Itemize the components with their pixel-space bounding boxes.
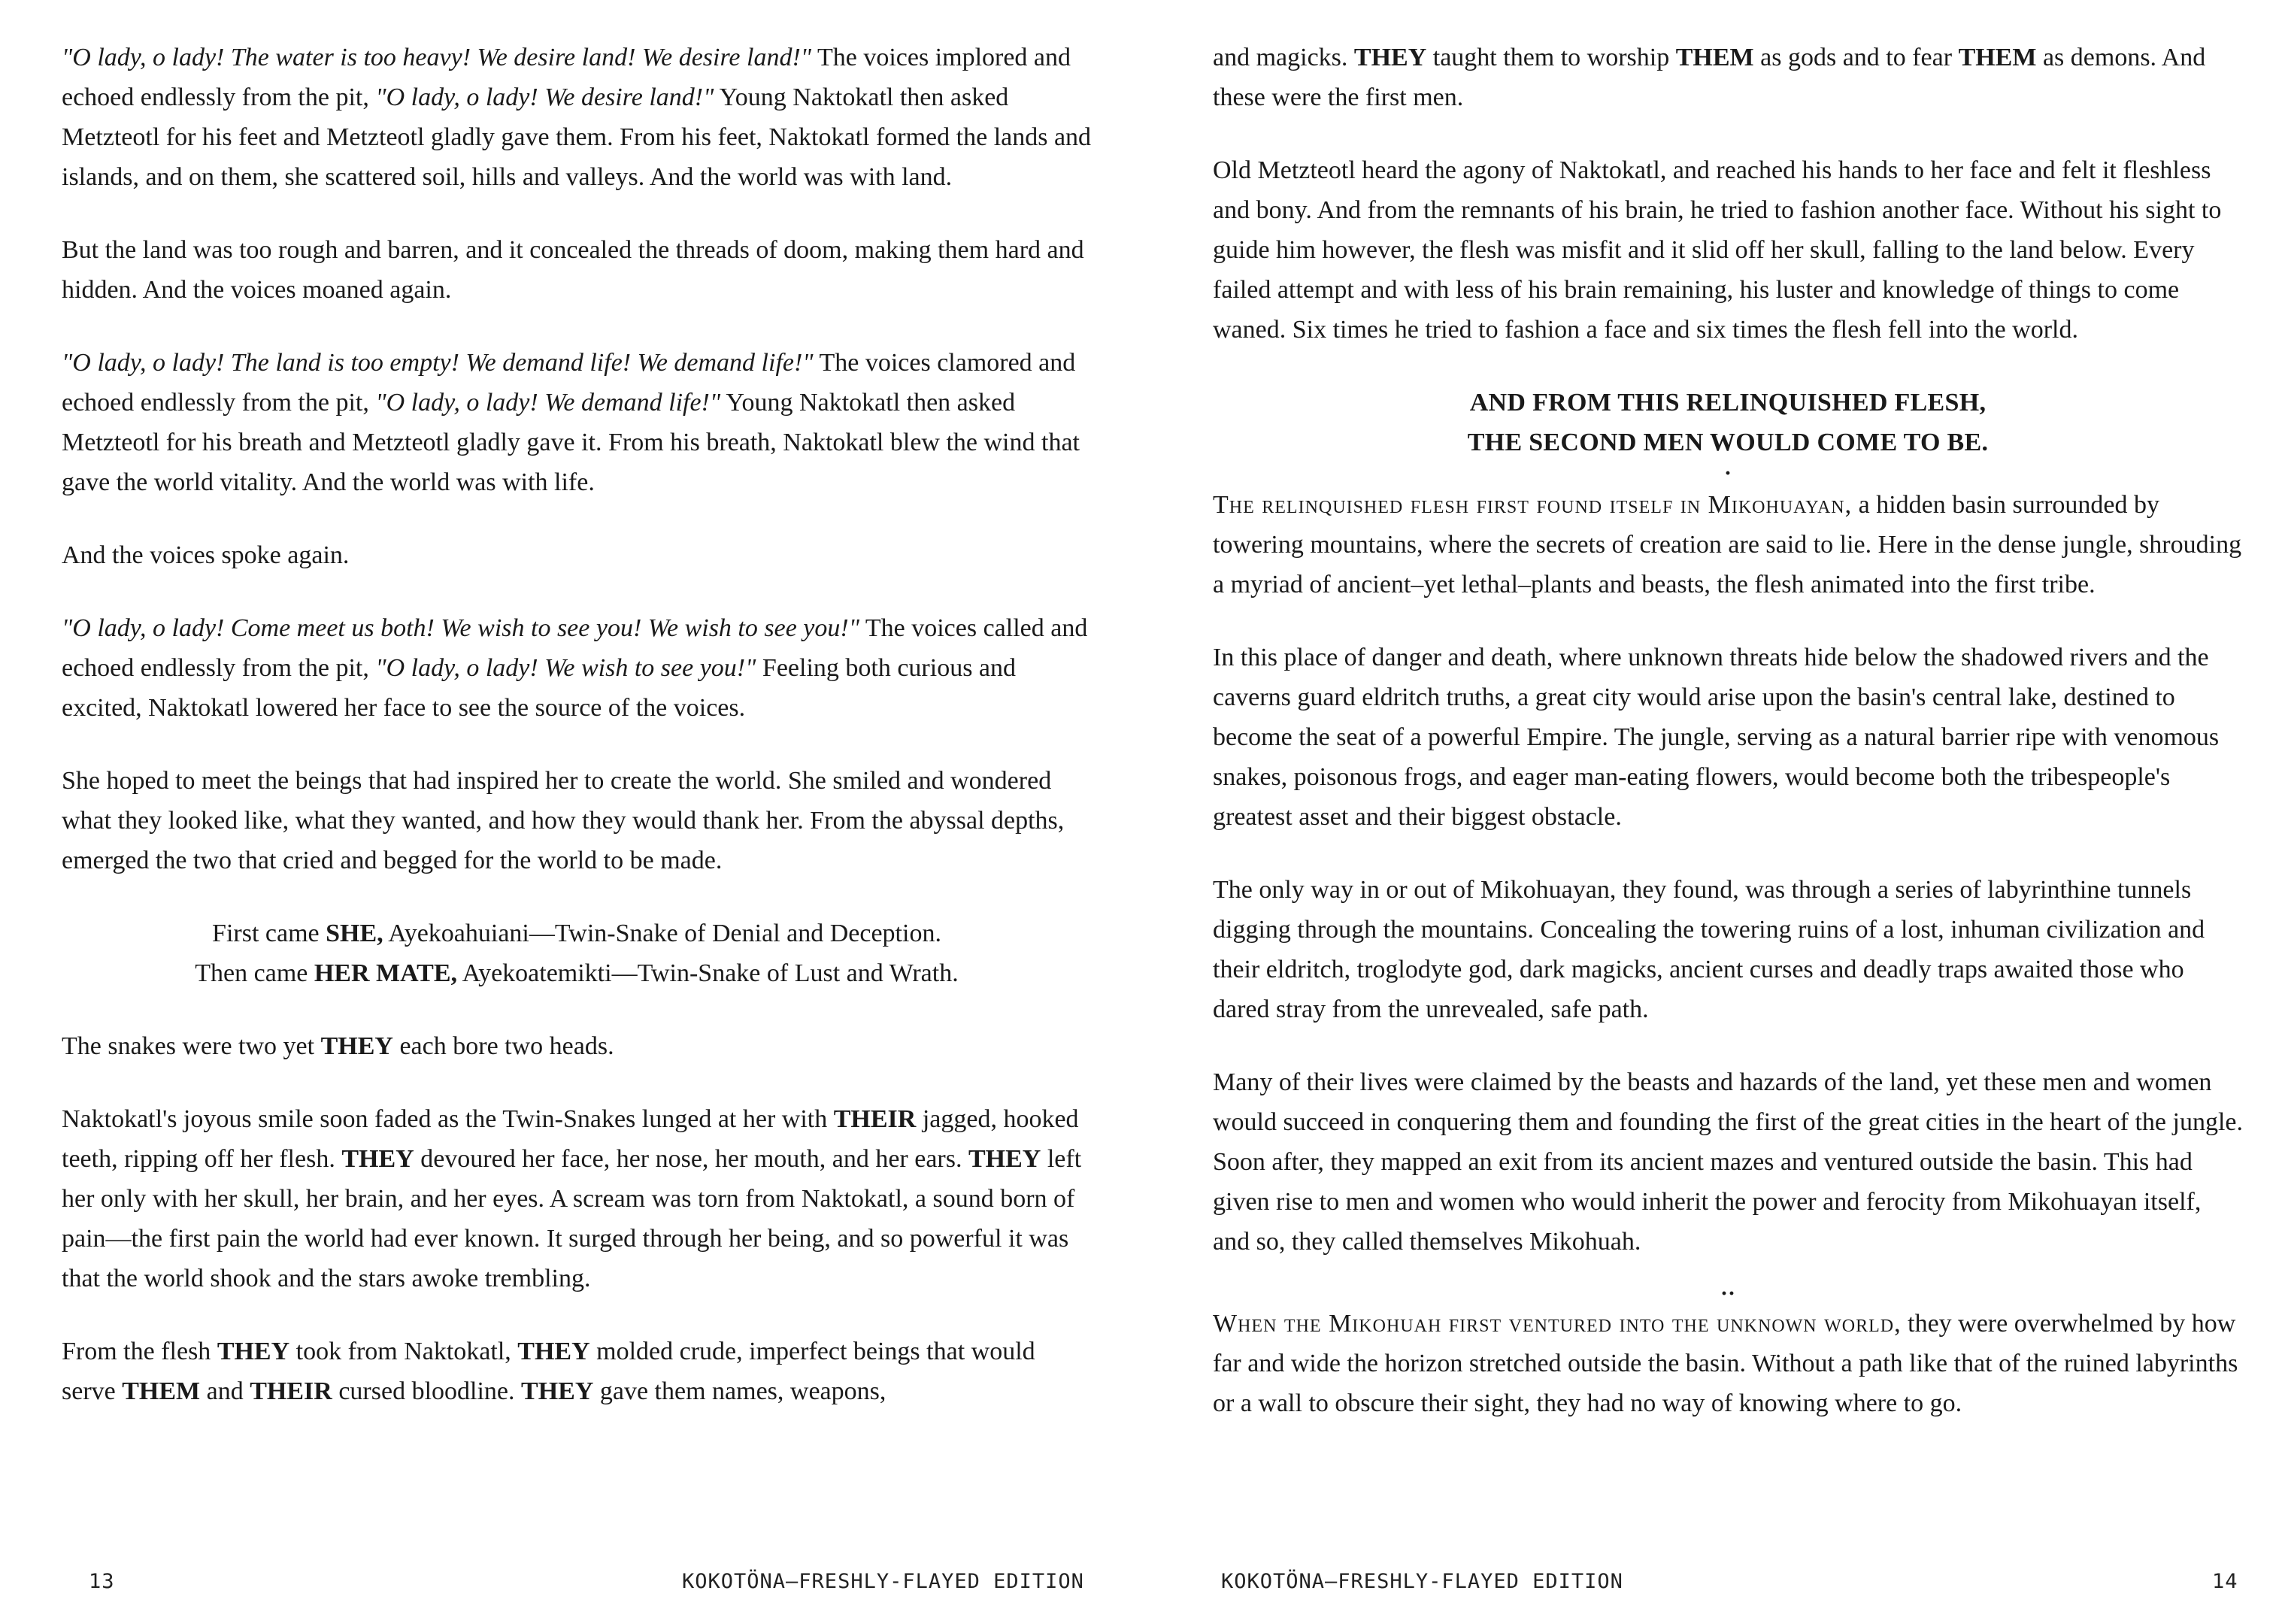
text-run: She hoped to meet the beings that had inspired her to create the world. She smiled and wondered what they looked like, what they wanted, and how they would thank her. From the abyssal depths, emerged the two that cried and begged for the world to be made. (62, 767, 1065, 874)
text-run: they were overwhelmed by how far and wide the horizon stretched outside the basin. Without a path like that of the ruined labyrinths or a wall to obscure their sight, they had no way of knowing where to go. (1213, 1310, 2238, 1417)
text-run: Many of their lives were claimed by the beasts and hazards of the land, yet these men and women would succeed in conquering them and founding the first of the great cities in the heart of the jungle. Soon after, they mapped an exit from its ancient mazes and ventured outside the basin. This had given rise to men and women who would inherit the power and ferocity from Mikohuayan itself, and so, they called themselves Mikohuah. (1213, 1068, 2243, 1256)
paragraph (62, 914, 1092, 993)
paragraph (1213, 1062, 2243, 1262)
text-run: The only way in or out of Mikohuayan, they found, was through a series of labyrinthine tunnels digging through the mountains. Concealing the towering ruins of a lost, inhuman civilization and their eldritch, troglodyte god, dark magicks, ancient curses and deadly traps awaited those who dared stray from the unrevealed, safe path. (1213, 876, 2205, 1023)
text-run: In this place of danger and death, where unknown threats hide below the shadowed rivers and the caverns guard eldritch truths, a great city would arise upon the basin's central lake, destined to become the seat of a powerful Empire. The jungle, serving as a natural barrier ripe with venomous snakes, poisonous frogs, and eager man-eating flowers, would become both the tribespeople's greatest asset and their biggest obstacle. (1213, 644, 2220, 831)
emphasis-text: THEY (521, 1377, 594, 1405)
text-run: cursed bloodline. (332, 1377, 522, 1405)
paragraph (62, 761, 1092, 880)
running-footer: KOKOTÖNA—FRESHLY-FLAYED EDITION (682, 1570, 1084, 1593)
text-run: as gods and to fear (1753, 44, 1959, 71)
page-number: 14 (2212, 1570, 2238, 1593)
text-run: a hidden basin surrounded by towering mountains, where the secrets of creation are said to lie. Here in the dense jungle, shrouding a myriad of ancient–yet lethal–plants and beasts, the flesh animated into the first tribe. (1213, 491, 2242, 598)
quoted-text: "O lady, o lady! We desire land!" (375, 83, 714, 111)
text-run: devoured her face, her nose, her mouth, and her ears. (414, 1145, 968, 1173)
running-footer: KOKOTÖNA—FRESHLY-FLAYED EDITION (1221, 1570, 1623, 1593)
paragraph (62, 608, 1092, 728)
right-page-text (1213, 38, 2243, 1456)
paragraph (62, 1099, 1092, 1298)
text-run: and (200, 1377, 250, 1405)
text-run: Feeling both curious and excited, Naktokatl lowered her face to see the source of the voices. (62, 654, 1017, 722)
text-run: Young Naktokatl then asked Metzteotl for his feet and Metzteotl gladly gave them. From his feet, Naktokatl formed the lands and islands, and on them, she scattered soil, hills and valleys. And the world was with land. (62, 83, 1092, 191)
text-run: Old Metzteotl heard the agony of Naktokatl, and reached his hands to her face and felt it fleshless and bony. And from the remnants of his brain, he tried to fashion another face. Without his sight to guide him however, the flesh was misfit and it slid off her skull, falling to the land below. Every failed attempt and with less of his brain remaining, his luster and knowledge of things to come waned. Six times he tried to fashion a face and six times the flesh fell into the world. (1213, 156, 2222, 344)
emphasis-text: SHE, (326, 920, 383, 947)
paragraph (1213, 638, 2243, 837)
emphasis-text: THEY (320, 1032, 393, 1060)
paragraph (62, 1026, 1092, 1066)
emphasis-text: THEY (968, 1145, 1041, 1173)
paragraph (62, 343, 1092, 502)
emphasis-text: THEIR (833, 1105, 917, 1133)
paragraph (1213, 1304, 2243, 1423)
text-run: But the land was too rough and barren, and it concealed the threads of doom, making them hard and hidden. And the voices moaned again. (62, 236, 1084, 304)
emphasis-text: THEY (341, 1145, 414, 1173)
text-run: And the voices spoke again. (62, 541, 350, 569)
text-run: Ayekoatemikti—Twin-Snake of Lust and Wrath. (457, 959, 959, 987)
text-run: Ayekoahuiani—Twin-Snake of Denial and Deception. (383, 920, 941, 947)
text-run: taught them to worship (1426, 44, 1676, 71)
text-run: as demons. And these were the first men. (1213, 44, 2206, 111)
left-page-text (62, 38, 1092, 1444)
paragraph (62, 230, 1092, 310)
heading-line: AND FROM THIS RELINQUISHED FLESH, (1469, 389, 1987, 417)
emphasis-text: THEM (122, 1377, 201, 1405)
text-run: left her only with her skull, her brain, and her eyes. A scream was torn from Naktokatl, a sound born of pain—the first pain the world had ever known. It surged through her being, and so powerful it was that the world shook and the stars awoke trembling. (62, 1145, 1082, 1292)
right-page (1141, 0, 2282, 1624)
text-run: First came (212, 920, 326, 947)
lead-in-text: The relinquished flesh first found itself in Mikohuayan, (1213, 491, 1853, 519)
text-run: The voices clamored and echoed endlessly from the pit, (62, 349, 1076, 417)
emphasis-text: THEM (1675, 44, 1754, 71)
emphasis-text: THEM (1958, 44, 2037, 71)
text-run: and magicks. (1213, 44, 1354, 71)
paragraph (62, 38, 1092, 197)
text-run: took from Naktokatl, (289, 1338, 518, 1365)
paragraph (1213, 870, 2243, 1029)
text-run: Then came (195, 959, 314, 987)
text-run: The voices implored and echoed endlessly from the pit, (62, 44, 1071, 111)
emphasis-text: THEY (517, 1338, 590, 1365)
text-run: Young Naktokatl then asked Metzteotl for his breath and Metzteotl gladly gave it. From his breath, Naktokatl blew the wind that gave the world vitality. And the world was with life. (62, 389, 1080, 496)
text-run: each bore two heads. (392, 1032, 614, 1060)
emphasis-text: THEIR (250, 1377, 332, 1405)
text-run: From the flesh (62, 1338, 217, 1365)
quoted-text: "O lady, o lady! The water is too heavy! We desire land! We desire land!" (62, 44, 812, 71)
section-divider: ·· (1720, 1281, 1735, 1306)
section-divider: · (1723, 461, 1732, 486)
quoted-text: "O lady, o lady! The land is too empty! We demand life! We demand life!" (62, 349, 814, 377)
paragraph (62, 535, 1092, 575)
lead-in-text: When the Mikohuah first ventured into the unknown world, (1213, 1310, 1902, 1338)
heading-line: THE SECOND MEN WOULD COME TO BE. (1467, 429, 1989, 456)
section-heading (1213, 383, 2243, 462)
paragraph (1213, 150, 2243, 350)
quoted-text: "O lady, o lady! We wish to see you!" (375, 654, 756, 682)
text-run: The voices called and echoed endlessly from the pit, (62, 614, 1088, 682)
right-paragraphs-middle (1213, 485, 2243, 1262)
quoted-text: "O lady, o lady! Come meet us both! We wish to see you! We wish to see you!" (62, 614, 859, 642)
right-paragraphs-top (1213, 38, 2243, 350)
text-run: molded crude, imperfect beings that would serve (62, 1338, 1035, 1405)
text-run: Naktokatl's joyous smile soon faded as the Twin-Snakes lunged at her with (62, 1105, 834, 1133)
text-run: gave them names, weapons, (593, 1377, 886, 1405)
text-run: The snakes were two yet (62, 1032, 321, 1060)
page-number: 13 (89, 1570, 115, 1593)
text-run: jagged, hooked teeth, ripping off her flesh. (62, 1105, 1079, 1173)
quoted-text: "O lady, o lady! We demand life!" (375, 389, 721, 417)
paragraph (62, 1332, 1092, 1411)
emphasis-text: THEY (217, 1338, 290, 1365)
emphasis-text: HER MATE, (314, 959, 458, 987)
paragraph (1213, 38, 2243, 117)
paragraph (1213, 485, 2243, 604)
emphasis-text: THEY (1353, 44, 1427, 71)
right-paragraphs-bottom (1213, 1304, 2243, 1423)
